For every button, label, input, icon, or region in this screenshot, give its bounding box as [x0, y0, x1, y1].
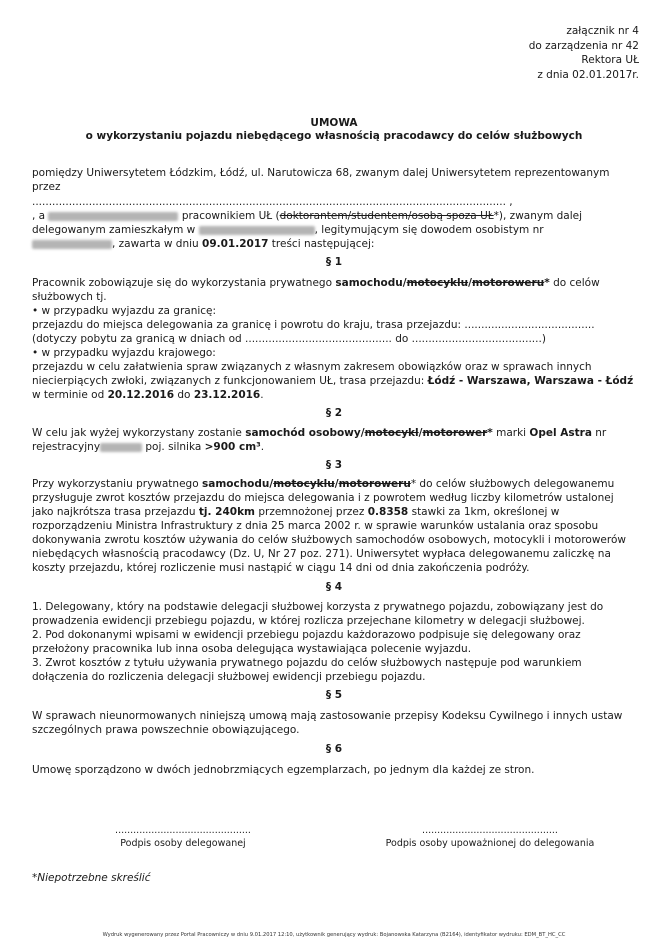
trip-date-to: 23.12.2016: [193, 389, 261, 401]
signature-label: Podpis osoby upoważnionej do delegowania: [385, 838, 595, 849]
par4-line-4: przełożony pracownika lub inna osoba delegująca wystawiająca polecenie wyjazdu.: [32, 643, 472, 655]
par4-line-5: 3. Zwrot kosztów z tytułu używania prywatnego pojazdu do celów służbowych następuje pod warunkiem: [32, 657, 582, 669]
redacted-registration: [100, 443, 142, 452]
par6-line-1: Umowę sporządzono w dwóch jednobrzmiących egzemplarzach, po jednym dla każdej ze stron.: [32, 764, 535, 776]
distance: tj. 240km: [198, 506, 255, 518]
intro-line-1: pomiędzy Uniwersytetem Łódzkim, Łódź, ul. Narutowicza 68, zwanym dalej Uniwersytetem reprezentowanym: [32, 167, 610, 179]
par3-line-3: jako najkrótsza trasa przejazdu tj. 240km przemnożonej przez 0.8358 stawki za 1km, określonej w: [32, 506, 560, 518]
redacted-id-number: [32, 240, 112, 249]
attachment-line-3: Rektora UŁ: [581, 54, 639, 66]
par3-line-5: dokonywania zwrotu kosztów używania do celów służbowych samochodów osobowych, motocykli i motorowerów: [32, 534, 626, 546]
par3-line-4: rozporządzeniu Ministra Infrastruktury z dnia 25 marca 2002 r. w sprawie warunków ustalania oraz sposobu: [32, 520, 599, 532]
redacted-address: [199, 226, 315, 235]
vehicle-brand: Opel Astra: [529, 427, 592, 439]
attachment-line-1: załącznik nr 4: [566, 25, 639, 37]
intro-line-5: , zawarta w dniu 09.01.2017 treści następującej:: [32, 237, 637, 252]
contract-date: 09.01.2017: [202, 238, 269, 250]
par3-line-6: niebędących własnością pracodawcy (Dz. U, Nr 27 poz. 271). Uniwersytet wypłaca delegowanemu zaliczkę na: [32, 548, 611, 560]
intro-line-3: , a pracownikiem UŁ (doktorantem/studentem/osobą spoza UŁ*), zwanym dalej: [32, 210, 583, 222]
redacted-name: [48, 212, 178, 221]
par2-line-2: rejestracyjny poj. silnika >900 cm³.: [32, 441, 265, 453]
attachment-line-2: do zarządzenia nr 42: [528, 39, 639, 52]
section-2-heading: § 2: [325, 407, 343, 419]
par1-line-1: Pracownik zobowiązuje się do wykorzystania prywatnego samochodu/motocyklu/motoroweru* do celów: [32, 277, 600, 289]
rate-per-km: 0.8358: [367, 506, 409, 518]
par1-domestic-heading: • w przypadku wyjazdu krajowego:: [32, 347, 216, 359]
section-6-heading: § 6: [325, 743, 343, 755]
par5-line-2: szczególnych prawa powszechnie obowiązującego.: [32, 724, 300, 736]
signature-line: .............................................: [115, 825, 251, 836]
par3-line-2: przysługuje zwrot kosztów przejazdu do miejsca delegowania i z powrotem według liczby kilometrów ustalonej: [32, 492, 614, 504]
signature-line: .............................................: [422, 825, 558, 836]
signature-delegated: [88, 824, 278, 850]
section-4-heading: § 4: [325, 581, 343, 593]
par4-line-2: prowadzenia ewidencji przebiegu pojazdu, w której rozlicza przejechane kilometry w delegacji służbowej.: [32, 615, 585, 627]
signature-label: Podpis osoby delegowanej: [120, 838, 246, 849]
par4-line-1: 1. Delegowany, który na podstawie delegacji służbowej korzysta z prywatnego pojazdu, zobowiązany jest do: [32, 601, 604, 613]
par1-domestic-line-1: przejazdu w celu załatwienia spraw związanych z własnym zakresem obowiązków oraz w sprawach innych: [32, 361, 592, 373]
par1-period: w terminie od 20.12.2016 do 23.12.2016.: [32, 389, 264, 401]
trip-route: Łódź - Warszawa, Warszawa - Łódź: [427, 375, 634, 387]
par1-domestic-line-2: niecierpiących zwłoki, związanych z funkcjonowaniem UŁ, trasa przejazdu: Łódź - Warszawa, Warszawa - Łódź: [32, 375, 634, 387]
document-title: UMOWA: [310, 117, 358, 129]
section-3-heading: § 3: [325, 459, 343, 471]
signature-authorized: [380, 824, 600, 850]
trip-date-from: 20.12.2016: [107, 389, 175, 401]
par5-line-1: W sprawach nieunormowanych niniejszą umową mają zastosowanie przepisy Kodeksu Cywilnego i innych ustaw: [32, 710, 623, 722]
struck-roles: doktorantem/studentem/osobą spoza UŁ: [279, 210, 494, 222]
document-subtitle: o wykorzystaniu pojazdu niebędącego własnością pracodawcy do celów służbowych: [85, 130, 583, 142]
generated-print-note: Wydruk wygenerowany przez Portal Pracowniczy w dniu 9.01.2017 12:10, użytkownik generujący wydruk: Bojanowska Katarzyna (B2164), identyfikator wydruku: EDM_BT_HC_CC: [102, 932, 566, 938]
par1-abroad-heading: • w przypadku wyjazdu za granicę:: [32, 305, 217, 317]
par3-line-7: koszty przejazdu, której rozliczenie musi nastąpić w ciągu 14 dni od dnia zakończenia podróży.: [32, 562, 530, 574]
par2-line-1: W celu jak wyżej wykorzystany zostanie samochód osobowy/motocykl/motorower* marki Opel Astra nr: [32, 427, 607, 439]
par1-line-2: służbowych tj.: [32, 291, 107, 303]
par4-line-6: dołączenia do rozliczenia delegacji służbowej ewidencji przebiegu pojazdu.: [32, 671, 426, 683]
par3-line-1: Przy wykorzystaniu prywatnego samochodu/motocyklu/motoroweru* do celów służbowych delegowanemu: [32, 478, 615, 490]
section-5-heading: § 5: [325, 689, 343, 701]
intro-line-4: delegowanym zamieszkałym w , legitymującym się dowodem osobistym nr: [32, 224, 544, 236]
footnote: *Niepotrzebne skreślić: [32, 872, 151, 884]
attachment-line-4: z dnia 02.01.2017r.: [537, 68, 639, 81]
engine-capacity: >900 cm³: [204, 441, 261, 453]
attachment-note: [529, 24, 639, 82]
par4-line-3: 2. Pod dokonanymi wpisami w ewidencji przebiegu pojazdu każdorazowo podpisuje się delegowany oraz: [32, 629, 581, 641]
intro-line-2: przez: [32, 181, 61, 193]
par1-abroad-stay: (dotyczy pobytu za granicą w dniach od ............................................ do .......................................): [32, 333, 546, 345]
section-1-heading: § 1: [325, 256, 343, 268]
par1-abroad-route: przejazdu do miejsca delegowania za granicę i powrotu do kraju, trasa przejazdu: .......................................: [32, 319, 595, 331]
intro-dots: .............................................................................................................................................. ,: [32, 196, 513, 208]
